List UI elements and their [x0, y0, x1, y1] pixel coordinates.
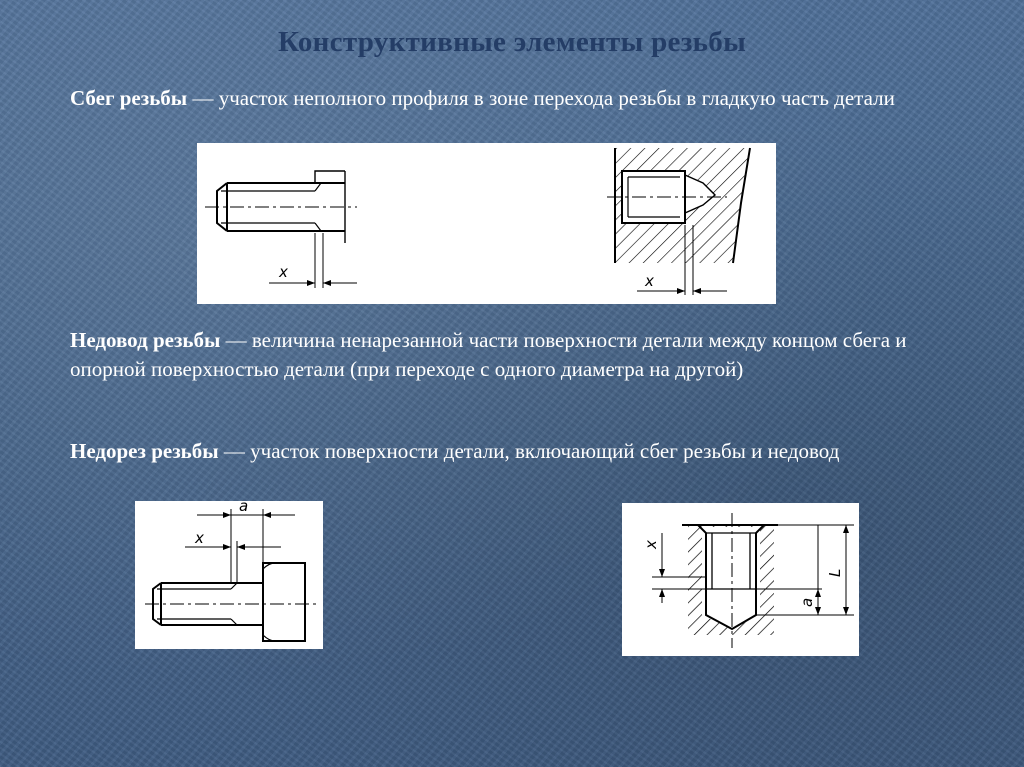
label-a-vertical: a [798, 597, 816, 607]
label-L-vertical: L [826, 568, 844, 577]
term-undercut: Недорез резьбы [70, 439, 219, 463]
figure-undercut-external [135, 501, 323, 649]
definition-underrun [70, 326, 950, 384]
label-x-internal: x [645, 272, 654, 290]
figure-thread-runout [197, 143, 776, 304]
definition-undercut [70, 437, 950, 466]
definition-runout [70, 84, 950, 113]
term-underrun: Недовод резьбы [70, 328, 221, 352]
label-x-vertical: x [642, 540, 660, 549]
definition-runout-text: — участок неполного профиля в зоне перехода резьбы в гладкую часть детали [187, 86, 895, 110]
term-runout: Сбег резьбы [70, 86, 188, 110]
label-x-external: x [279, 263, 288, 281]
label-x: x [195, 529, 204, 547]
slide-title: Конструктивные элементы резьбы [277, 26, 747, 58]
figure-undercut-internal [622, 503, 859, 656]
definition-undercut-text: — участок поверхности детали, включающий сбег резьбы и недовод [218, 439, 840, 463]
label-a: a [239, 501, 249, 515]
definition-underrun-text: — величина ненарезанной части поверхности детали между концом сбега и опорной поверхностью детали (при переходе с одного диаметра на другой) [70, 328, 907, 381]
